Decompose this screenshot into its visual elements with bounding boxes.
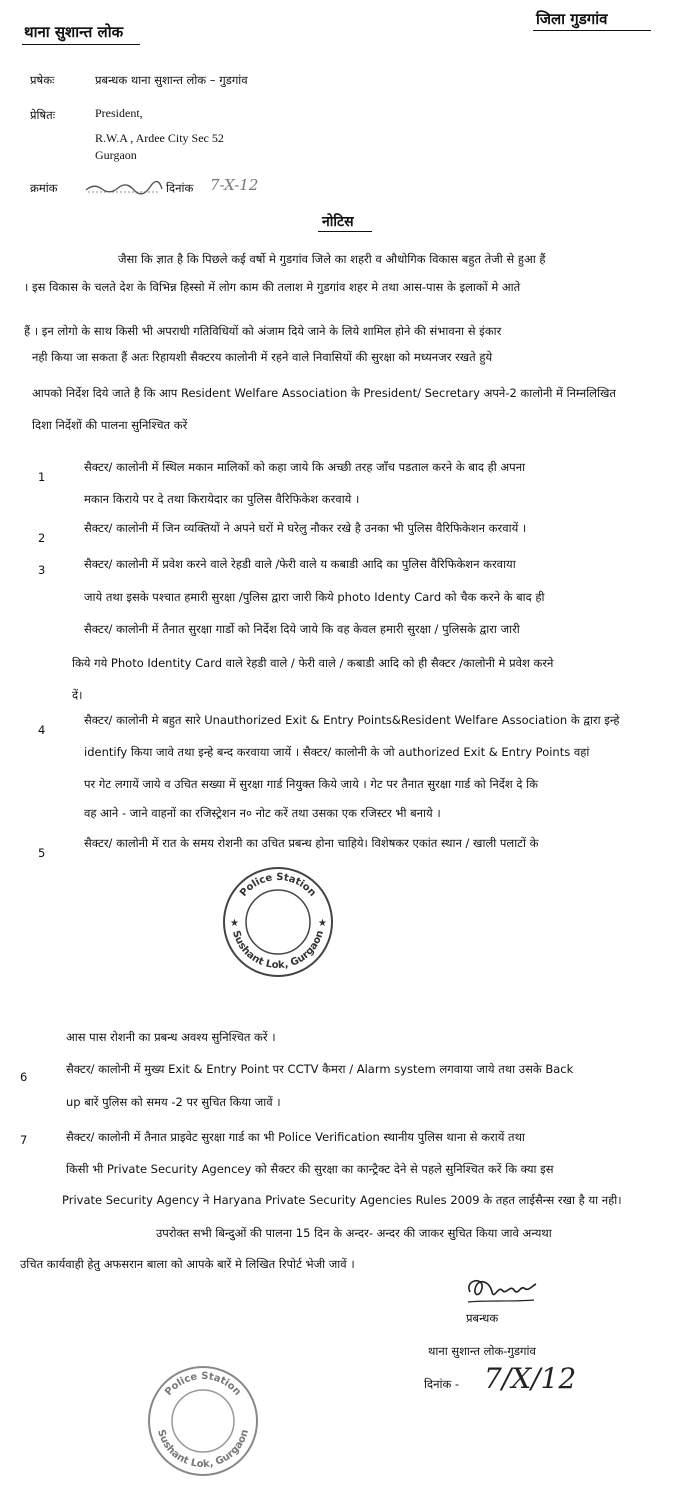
intro-line: नही किया जा सकता हैं अतः रिहायशी सैक्टरय कालोनी में रहने वाले निवासियों की सुरक्षा को मध्यनजर रखते हुये xyxy=(32,350,493,364)
intro-line: जैसा कि ज्ञात है कि पिछले कई वर्षो मे गुडगांव जिले का शहरी व औधोगिक विकास बहुत तेजी से हुआ हैं xyxy=(118,252,546,266)
signature-date-label: दिनांक - xyxy=(424,1377,460,1391)
intro-line: हैं । इन लोगो के साथ किसी भी अपराधी गतिविधियों को अंजाम दिये जाने के लिये शामिल होने की संभावना से इंकार xyxy=(24,324,502,338)
closing-line: उपरोक्त सभी बिन्दुओं की पालना 15 दिन के अन्दर- अन्दर की जाकर सुचित किया जावे अन्यथा xyxy=(156,1226,552,1240)
item-line: किसी भी Private Security Agencey को सैक्टर की सुरक्षा का कान्ट्रैक्ट देने से पहले सुनिश्चित करें कि क्या इस xyxy=(66,1162,554,1176)
item-line: सैक्टर/ कालोनी में रात के समय रोशनी का उचित प्रबन्ध होना चाहिये। विशेषकर एकांत स्थान / खाली पलाटों के xyxy=(84,836,539,850)
item-line: सैक्टर/ कालोनी मे बहुत सारे Unauthorized Exit & Entry Points&Resident Welfare Association के द्वारा इन्हे xyxy=(84,713,620,727)
from-value: प्रबन्धक थाना सुशान्त लोक – गुडगांव xyxy=(95,73,248,87)
ref-date-handwritten: 7-X-12 xyxy=(210,176,259,194)
seal-top-text: Police Station xyxy=(163,1370,243,1398)
item-line: सैक्टर/ कालोनी में मुख्य Exit & Entry Point पर CCTV कैमरा / Alarm system लगवाया जाये तथा उसके Back xyxy=(66,1062,574,1076)
notice-title: नोटिस xyxy=(322,214,354,230)
item-line: सैक्टर/ कालोनी में प्रवेश करने वाले रेहडी वाले /फेरी वाले य कबाडी आदि का पुलिस वैरिफिकेशन करवाया xyxy=(84,557,516,571)
item-line: पर गेट लगायें जाये व उचित सख्या में सुरक्षा गार्ड नियुक्त किये जाये । गेट पर तैनात सुरक्षा गार्ड को निर्देश दे कि xyxy=(84,777,538,791)
svg-text:★: ★ xyxy=(318,918,327,929)
item-number: 6 xyxy=(20,1070,28,1084)
svg-text:★: ★ xyxy=(230,918,239,929)
signatory-designation: प्रबन्धक xyxy=(466,1311,499,1325)
item-line: Private Security Agency ने Haryana Private Security Agencies Rules 2009 के तहत लाईसैन्स रखा है या नही। xyxy=(62,1193,622,1207)
seal-top-text: Police Station xyxy=(238,871,318,899)
ref-date-label: दिनांक xyxy=(166,181,194,195)
item-line: वह आने - जाने वाहनों का रजिस्ट्रेशन न० नोट करें तथा उसका एक रजिस्टर भी बनाये । xyxy=(84,806,441,820)
item-line: सैक्टर/ कालोनी में जिन व्यक्तियों ने अपने घरों मे घरेलु नौकर रखे है उनका भी पुलिस वैरिफिकेशन करवायें । xyxy=(84,521,527,535)
item-line: identify किया जावे तथा इन्हे बन्द करवाया जायें । सैक्टर/ कालोनी के जो authorized Exit & Entry Points वहां xyxy=(84,745,590,759)
item-line: सैक्टर/ कालोनी में तैनात सुरक्षा गार्डो को निर्देश दिये जाये कि वह केवल हमारी सुरक्षा / पुलिसके द्वारा जारी xyxy=(84,622,520,636)
item-number: 3 xyxy=(38,563,46,577)
district-heading: जिला गुडगांव xyxy=(536,10,608,28)
to-line-3: Gurgaon xyxy=(95,148,137,162)
item-line: सैक्टर/ कालोनी में स्थिल मकान मालिकों को कहा जाये कि अच्छी तरह जाँच पडताल करने के बाद ही अपना xyxy=(84,460,526,474)
seal-bottom-text: Sushant Lok, Gurgaon xyxy=(229,929,327,972)
item-line: आस पास रोशनी का प्रबन्ध अवश्य सुनिश्चित करें । xyxy=(66,1030,276,1044)
closing-line: उचित कार्यवाही हेतु अफसरान बाला को आपके बारें मे लिखित रिपोर्ट भेजी जावें । xyxy=(20,1257,355,1271)
from-label: प्रषेकः xyxy=(30,73,55,87)
to-label: प्रेषितः xyxy=(30,108,56,122)
item-number: 5 xyxy=(38,846,46,860)
item-number: 7 xyxy=(20,1133,28,1147)
title-underline xyxy=(318,231,372,232)
intro-line: आपको निर्देश दिये जाते है कि आप Resident Welfare Association के President/ Secretary अपने-2 कालोनी में निम्नलिखित xyxy=(32,386,616,400)
ref-label: क्रमांक xyxy=(30,181,58,195)
intro-line: । इस विकास के चलते देश के विभिन्न हिस्सो में लोग काम की तलाश मे गुडगांव शहर मे तथा आस-पास के इलाकों मे आते xyxy=(24,280,521,294)
to-line-1: President, xyxy=(95,106,143,120)
item-line: जाये तथा इसके पश्चात हमारी सुरक्षा /पुलिस द्वारा जारी किये photo Identy Card को चैक करने के बाद ही xyxy=(84,590,545,604)
item-number: 4 xyxy=(38,723,46,737)
seal-bottom-text: Sushant Lok, Gurgaon xyxy=(154,1428,252,1471)
intro-line: दिशा निर्देशों की पालना सुनिश्चित करें xyxy=(32,418,188,432)
signature-date-handwritten: 7/X/12 xyxy=(484,1362,577,1395)
item-number: 1 xyxy=(38,470,46,484)
item-line: सैक्टर/ कालोनी में तैनात प्राइवेट सुरक्षा गार्ड का भी Police Verification स्थानीय पुलिस थाना से करायें तथा xyxy=(66,1130,525,1144)
police-station-heading: थाना सुशान्त लोक xyxy=(24,23,124,41)
item-line: मकान किराये पर दे तथा किरायेदार का पुलिस वैरिफिकेश करवाये । xyxy=(84,492,360,506)
handwritten-signature xyxy=(462,1272,540,1310)
redacted-number-scribble xyxy=(84,181,164,195)
police-station-seal xyxy=(218,862,338,982)
item-line: किये गये Photo Identity Card वाले रेहडी वाले / फेरी वाले / कबाडी आदि को ही सैक्टर /कालोनी मे प्रवेश करने xyxy=(72,656,554,670)
heading-underline xyxy=(22,44,140,45)
to-line-2: R.W.A , Ardee City Sec 52 xyxy=(95,131,224,145)
district-underline xyxy=(533,30,651,31)
item-number: 2 xyxy=(38,531,46,545)
item-line: दें। xyxy=(72,688,83,702)
item-line: up बारें पुलिस को समय -2 पर सुचित किया जावें । xyxy=(66,1095,281,1109)
signatory-station: थाना सुशान्त लोक-गुडगांव xyxy=(428,1344,536,1358)
police-station-seal xyxy=(144,1362,262,1480)
